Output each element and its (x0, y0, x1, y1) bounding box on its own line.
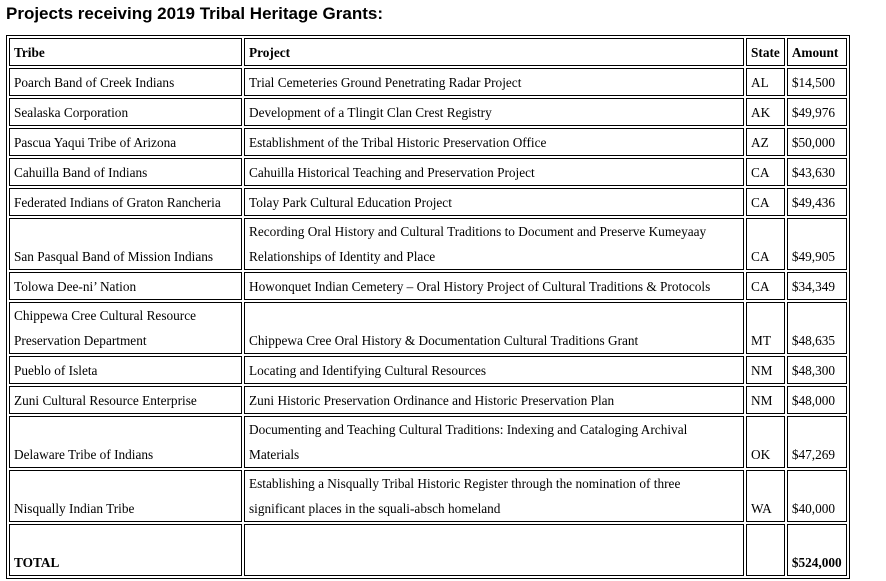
cell-state: WA (746, 470, 785, 522)
cell-amount: $48,000 (787, 386, 847, 414)
cell-state: AL (746, 68, 785, 96)
cell-tribe: Tolowa Dee-ni’ Nation (9, 272, 242, 300)
page-title: Projects receiving 2019 Tribal Heritage Grants: (6, 4, 383, 23)
total-project (244, 524, 744, 576)
cell-project: Recording Oral History and Cultural Traditions to Document and Preserve Kumeyaay Relationships of Identity and Place (244, 218, 744, 270)
table-row (9, 128, 847, 156)
header-project: Project (244, 38, 744, 66)
cell-state: AK (746, 98, 785, 126)
cell-tribe: Pascua Yaqui Tribe of Arizona (9, 128, 242, 156)
cell-state: CA (746, 218, 785, 270)
table-row (9, 218, 847, 270)
table-row (9, 386, 847, 414)
cell-state: MT (746, 302, 785, 354)
cell-tribe: Zuni Cultural Resource Enterprise (9, 386, 242, 414)
cell-state: OK (746, 416, 785, 468)
cell-state: AZ (746, 128, 785, 156)
cell-amount: $49,905 (787, 218, 847, 270)
table-row (9, 158, 847, 186)
cell-tribe: Poarch Band of Creek Indians (9, 68, 242, 96)
table-row (9, 470, 847, 522)
cell-project: Cahuilla Historical Teaching and Preservation Project (244, 158, 744, 186)
cell-tribe: Sealaska Corporation (9, 98, 242, 126)
cell-amount: $47,269 (787, 416, 847, 468)
cell-amount: $43,630 (787, 158, 847, 186)
table-row (9, 356, 847, 384)
cell-amount: $49,976 (787, 98, 847, 126)
cell-tribe: Pueblo of Isleta (9, 356, 242, 384)
cell-project: Tolay Park Cultural Education Project (244, 188, 744, 216)
header-amount: Amount (787, 38, 847, 66)
cell-tribe: Nisqually Indian Tribe (9, 470, 242, 522)
table-row (9, 68, 847, 96)
cell-tribe: San Pasqual Band of Mission Indians (9, 218, 242, 270)
total-state (746, 524, 785, 576)
cell-amount: $48,635 (787, 302, 847, 354)
total-amount: $524,000 (787, 524, 847, 576)
cell-amount: $49,436 (787, 188, 847, 216)
cell-amount: $34,349 (787, 272, 847, 300)
cell-tribe: Federated Indians of Graton Rancheria (9, 188, 242, 216)
table-row (9, 302, 847, 354)
header-row (9, 38, 847, 66)
table-row (9, 98, 847, 126)
cell-project: Development of a Tlingit Clan Crest Registry (244, 98, 744, 126)
cell-state: CA (746, 158, 785, 186)
cell-project: Chippewa Cree Oral History & Documentation Cultural Traditions Grant (244, 302, 744, 354)
cell-project: Trial Cemeteries Ground Penetrating Radar Project (244, 68, 744, 96)
cell-state: NM (746, 386, 785, 414)
cell-tribe: Delaware Tribe of Indians (9, 416, 242, 468)
cell-state: CA (746, 272, 785, 300)
grants-table (6, 35, 850, 579)
cell-project: Establishment of the Tribal Historic Preservation Office (244, 128, 744, 156)
cell-amount: $14,500 (787, 68, 847, 96)
cell-project: Howonquet Indian Cemetery – Oral History Project of Cultural Traditions & Protocols (244, 272, 744, 300)
table-row (9, 272, 847, 300)
cell-amount: $50,000 (787, 128, 847, 156)
cell-tribe: Cahuilla Band of Indians (9, 158, 242, 186)
total-label: TOTAL (9, 524, 242, 576)
header-tribe: Tribe (9, 38, 242, 66)
cell-state: NM (746, 356, 785, 384)
cell-project: Zuni Historic Preservation Ordinance and Historic Preservation Plan (244, 386, 744, 414)
cell-amount: $40,000 (787, 470, 847, 522)
cell-state: CA (746, 188, 785, 216)
cell-project: Locating and Identifying Cultural Resources (244, 356, 744, 384)
header-state: State (746, 38, 785, 66)
table-row (9, 416, 847, 468)
cell-project: Documenting and Teaching Cultural Traditions: Indexing and Cataloging Archival Materials (244, 416, 744, 468)
cell-project: Establishing a Nisqually Tribal Historic Register through the nomination of three significant places in the squali-absch homeland (244, 470, 744, 522)
cell-tribe: Chippewa Cree Cultural Resource Preservation Department (9, 302, 242, 354)
total-row (9, 524, 847, 576)
table-row (9, 188, 847, 216)
cell-amount: $48,300 (787, 356, 847, 384)
